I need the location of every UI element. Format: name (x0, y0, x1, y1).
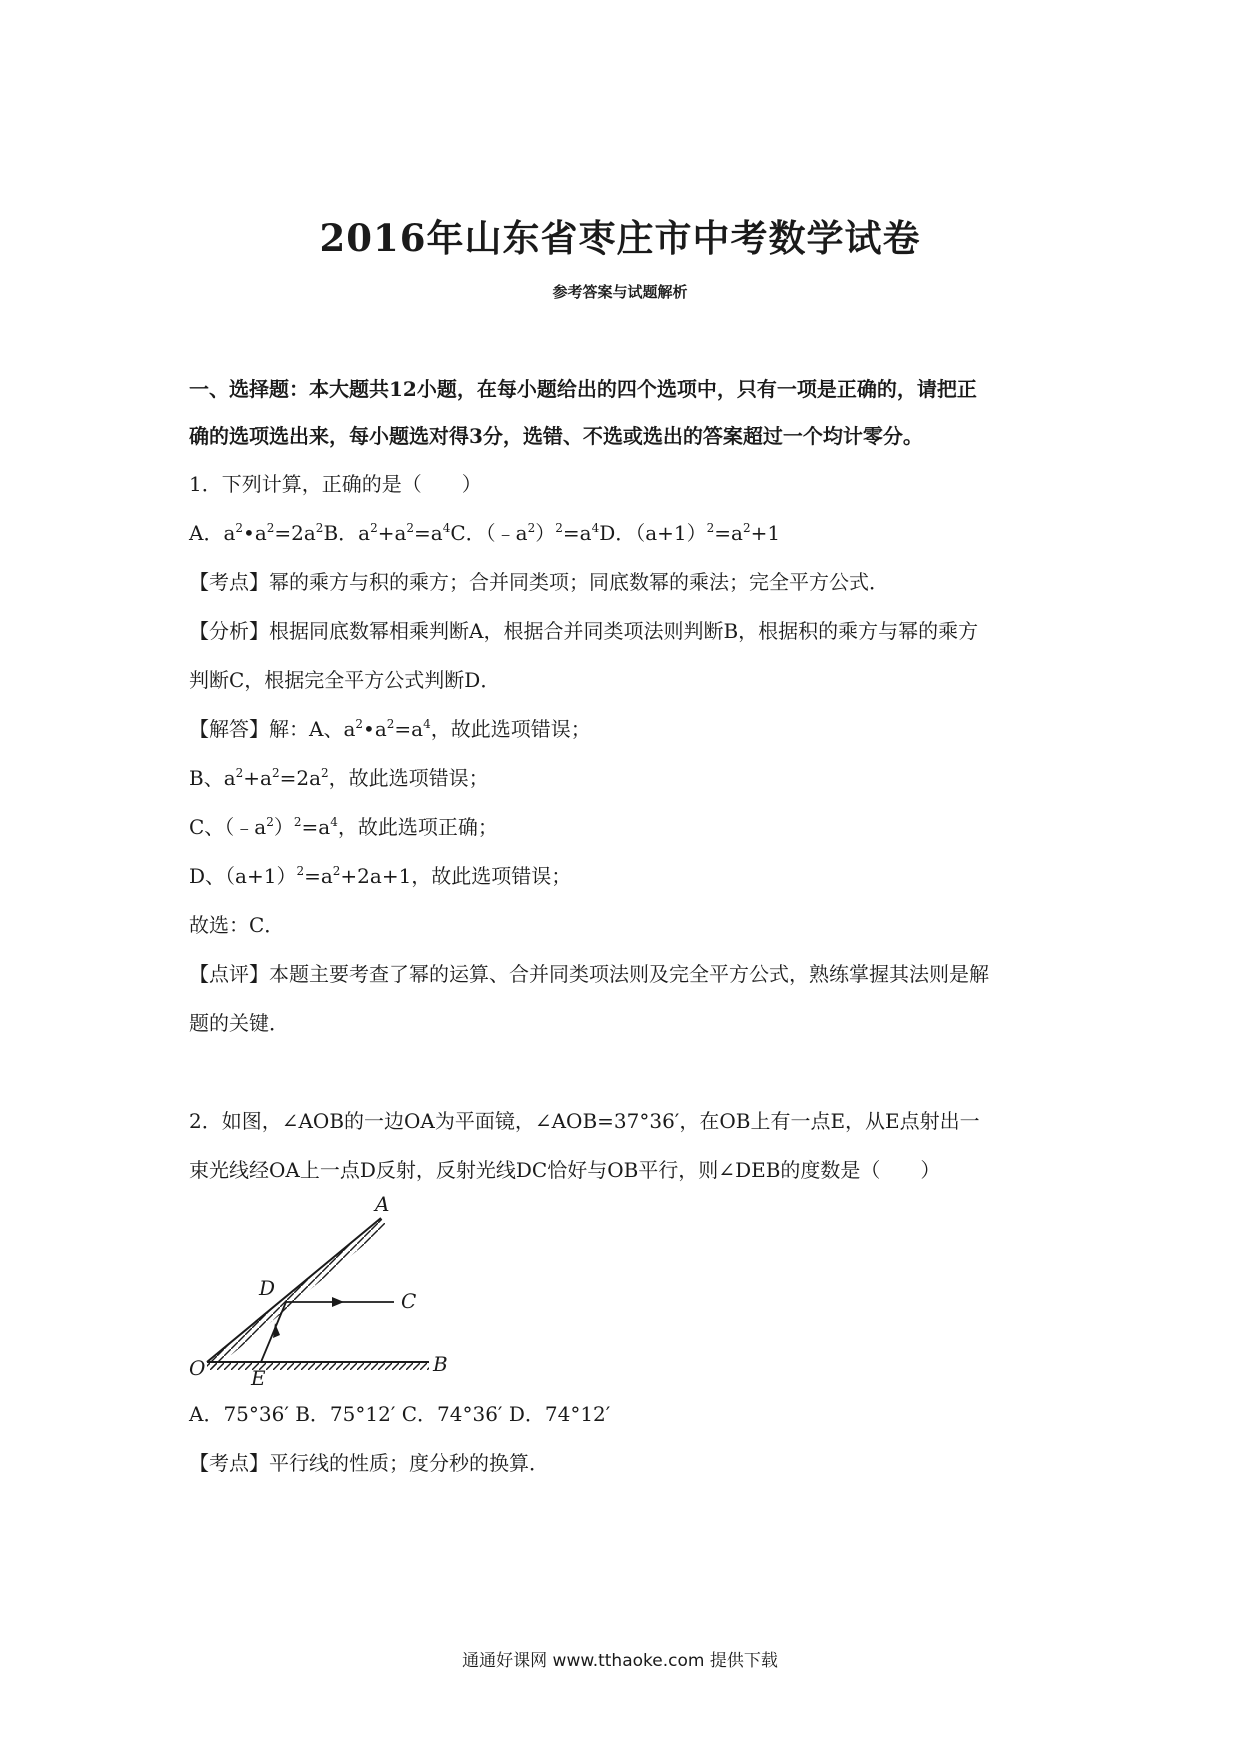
line-ob-hatching (207, 1362, 429, 1370)
q2-stem-line-2: 束光线经OA上一点D反射，反射光线DC恰好与OB平行，则∠DEB的度数是（ ） (189, 1158, 941, 1182)
mirror-reflection-figure (189, 1195, 459, 1385)
label-d: D (259, 1276, 276, 1300)
page-title: 2016年山东省枣庄市中考数学试卷 (319, 216, 921, 260)
label-a: A (375, 1195, 390, 1216)
q1-answer: 故选：C． (189, 913, 285, 937)
q2-stem-line-1: 2．如图，∠AOB的一边OA为平面镜，∠AOB=37°36′，在OB上有一点E，从E点射出一 (189, 1109, 980, 1133)
footer-text: 通通好课网 www.tthaoke.com 提供下载 (462, 1651, 778, 1671)
q1-stem: 1．下列计算，正确的是（ ） (189, 472, 482, 496)
label-c: C (401, 1289, 417, 1313)
section-heading-line-1: 一、选择题：本大题共12小题，在每小题给出的四个选项中，只有一项是正确的，请把正 (189, 377, 977, 401)
q1-fenxi-line-2: 判断C，根据完全平方公式判断D． (189, 668, 501, 692)
q2-kaodian: 【考点】平行线的性质；度分秒的换算． (189, 1451, 549, 1475)
q1-option-c: C．$(﹣a^2)^2=a^4$ (450, 521, 600, 545)
q1-fenxi-line-1: 【分析】根据同底数幂相乘判断A，根据合并同类项法则判断B，根据积的乘方与幂的乘方 (189, 619, 979, 643)
label-o: O (189, 1356, 206, 1380)
q1-options (189, 517, 1079, 546)
q1-option-b: B．$a^2+a^2=a^4$ (323, 521, 451, 545)
q2-options: A．75°36′ B．75°12′ C．74°36′ D．74°12′ (189, 1402, 611, 1426)
q1-jieda-a: 【解答】解：A、$a^2•a^2=a^4$，故此选项错误； (189, 717, 591, 741)
mirror-line-oa (207, 1218, 381, 1362)
q1-dianping-line-2: 题的关键． (189, 1011, 289, 1035)
label-b: B (433, 1352, 448, 1376)
label-e: E (251, 1366, 266, 1385)
section-heading-line-2: 确的选项选出来，每小题选对得3分，选错、不选或选出的答案超过一个均计零分。 (189, 424, 923, 448)
q1-option-d: D．$(a+1)^2=a^2+1$ (599, 521, 781, 545)
q1-option-a: A．$a^2•a^2=2a^2$ (189, 521, 324, 545)
ray-dc-arrow-icon (332, 1297, 344, 1307)
page-subtitle: 参考答案与试题解析 (552, 283, 688, 301)
q1-kaodian: 【考点】幂的乘方与积的乘方；合并同类项；同底数幂的乘法；完全平方公式． (189, 570, 889, 594)
q1-dianping-line-1: 【点评】本题主要考查了幂的运算、合并同类项法则及完全平方公式，熟练掌握其法则是解 (189, 962, 989, 986)
q1-jieda-d: D、$(a+1)^2=a^2+2a+1$，故此选项错误； (189, 864, 572, 888)
q1-jieda-c: C、$(﹣a^2)^2=a^4$，故此选项正确； (189, 815, 498, 839)
q1-jieda-b: B、$a^2+a^2=2a^2$，故此选项错误； (189, 766, 489, 790)
mirror-oa-hatching (207, 1218, 387, 1370)
